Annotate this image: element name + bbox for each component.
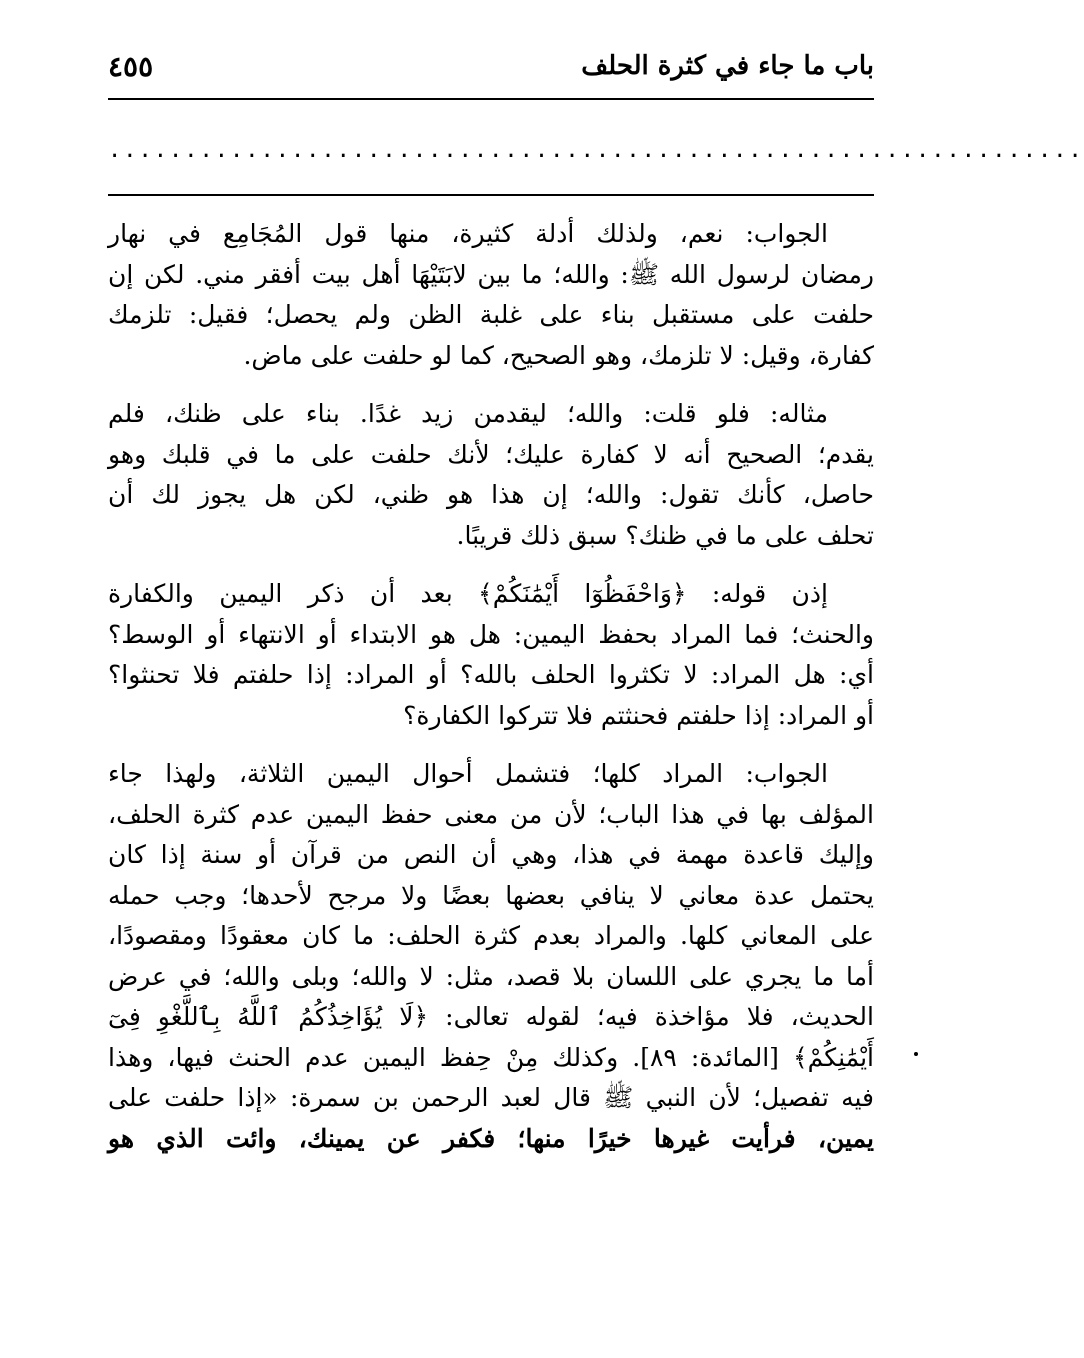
text-line: الحديث، فلا مؤاخذة فيه؛ لقوله تعالى: ﴿لَا يُؤَاخِذُكُمُ ٱللَّهُ بِٱللَّغْوِ فِىٓ [108,1002,874,1031]
text-line: يقدم؛ الصحيح أنه لا كفارة عليك؛ لأنك حلفت على ما في قلبك وهو [108,439,874,469]
text-line: الجواب: نعم، ولذلك أدلة كثيرة، منها قول المُجَامِع في نهار [108,219,828,248]
text-line: كفارة، وقيل: لا تلزمك، وهو الصحيح، كما لو حلفت على ماض. [243,340,874,370]
text-line: على المعاني كلها. والمراد بعدم كثرة الحلف: ما كان معقودًا ومقصودًا، [108,921,874,950]
text-line: أي: هل المراد: لا تكثروا الحلف بالله؟ أو المراد: إذا حلفتم فلا تحنثوا؟ [108,660,874,689]
text-line: رمضان لرسول الله ﷺ: والله؛ ما بين لابَتَيْهَا أهل بيت أفقر مني. لكن إن [108,259,874,289]
text-line: أَيْمَٰنِكُمْ﴾ [المائدة: ٨٩]. وكذلك مِنْ حِفظ اليمين عدم الحنث فيها، وهذا [108,1042,874,1072]
text-line: مثاله: فلو قلت: والله؛ ليقدمن زيد غدًا. بناء على ظنك، فلم [108,399,828,428]
section-rule [108,194,874,196]
text-line: والحنث؛ فما المراد بحفظ اليمين: هل هو الابتداء أو الانتهاء أو الوسط؟ [108,619,874,649]
text-line: حاصل، كأنك تقول: والله؛ إن هذا هو ظني، لكن هل يجوز لك أن [108,480,874,509]
page-number: ٤٥٥ [108,49,154,83]
text-line: إذن قوله: ﴿وَاحْفَظُوٓا أَيْمَٰنَكُمْ﴾ بعد أن ذكر اليمين والكفارة [108,579,828,608]
text-line: أو المراد: إذا حلفتم فحنثتم فلا تتركوا الكفارة؟ [403,700,874,730]
margin-dot [914,1052,918,1056]
body-text [108,214,874,1177]
text-line: المؤلف بها في هذا الباب؛ لأن من معنى حفظ اليمين عدم كثرة الحلف، [108,799,874,829]
page-header [108,42,874,90]
paragraph-2 [108,394,874,556]
running-title: باب ما جاء في كثرة الحلف [581,51,874,81]
paragraph-3 [108,574,874,736]
paragraph-4 [108,754,874,1159]
text-line: حلفت على مستقبل بناء على غلبة الظن ولم يحصل؛ فقيل: تلزمك [108,300,874,329]
paragraph-1 [108,214,874,376]
text-line: وإليك قاعدة مهمة في هذا، وهي أن النص من قرآن أو سنة إذا كان [108,840,874,869]
text-line: الجواب: المراد كلها؛ فتشمل أحوال اليمين الثلاثة، ولهذا جاء [108,759,828,788]
text-line: يحتمل عدة معاني لا ينافي بعضها بعضًا ولا مرجح لأحدها؛ وجب حمله [108,880,874,910]
text-line: أما ما يجري على اللسان بلا قصد، مثل: لا والله؛ وبلى والله؛ في عرض [108,961,874,991]
hadith-line: يمين، فرأيت غيرها خيرًا منها؛ فكفر عن يمينك، وائت الذي هو [108,1123,874,1153]
header-rule [108,98,874,100]
omitted-text-dots: ................................................................ [108,138,1084,163]
text-line: فيه تفصيل؛ لأن النبي ﷺ قال لعبد الرحمن بن سمرة: «إذا حلفت على [108,1083,874,1112]
text-line: تحلف على ما في ظنك؟ سبق ذلك قريبًا. [456,520,874,550]
